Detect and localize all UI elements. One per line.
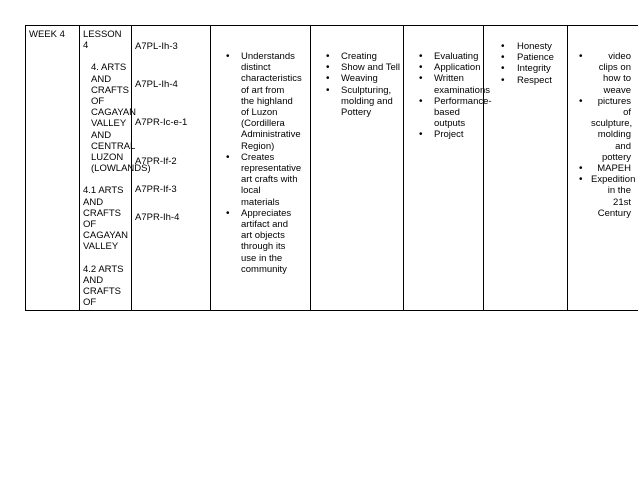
lesson-topic: 4. ARTS AND CRAFTS OF CAGAYAN VALLEY AND CENTRAL LUZON (LOWLANDS) — [91, 62, 151, 175]
list-item: • Sculpturing, molding and Pottery — [314, 85, 400, 119]
list-item: • video clips on how to weave — [571, 51, 631, 96]
lesson-topic: 4.2 ARTS AND CRAFTS OF — [83, 263, 124, 309]
list-item: • MAPEH — [571, 163, 631, 174]
list-item: • Evaluating — [407, 51, 480, 62]
list-item: • Respect — [487, 75, 564, 86]
list-item: • Show and Tell — [314, 62, 400, 73]
assessment-cell — [404, 26, 492, 311]
resources-list — [571, 51, 635, 219]
list-item: • Expedition in the 21st Century — [571, 174, 631, 219]
objectives-list — [214, 51, 307, 275]
competency-code: A7PR-Ih-4 — [135, 212, 180, 224]
list-item: • Written examinations — [407, 73, 480, 95]
list-item: • pictures of sculpture, molding and pottery — [571, 96, 631, 163]
lesson-heading: LESSON 4 — [83, 29, 122, 52]
lesson-plan-table — [25, 25, 638, 311]
competency-code: A7PL-Ih-3 — [135, 41, 178, 52]
objectives-cell — [211, 26, 311, 311]
week-cell — [26, 26, 80, 311]
assessment-list — [407, 51, 492, 141]
values-cell — [484, 26, 568, 311]
week-label: WEEK 4 — [29, 29, 65, 40]
list-item: • Performance-based outputs — [407, 96, 480, 130]
table-row — [26, 26, 638, 311]
list-item: • Creating — [314, 51, 400, 62]
competency-code: A7PR-If-2 — [135, 155, 177, 167]
list-item: • Understands distinct characteristics of art from the highland of Luzon (Cordillera Administrative Region) — [214, 51, 299, 152]
values-list — [487, 41, 564, 86]
list-item: • Creates representative art crafts with local materials — [214, 152, 299, 208]
activities-list — [314, 51, 400, 118]
lesson-cell — [80, 26, 151, 311]
lesson-topic: 4.1 ARTS AND CRAFTS OF CAGAYAN VALLEY — [83, 185, 129, 253]
competency-code: A7PR-If-3 — [135, 183, 177, 195]
list-item: • Project — [407, 129, 480, 140]
resources-cell — [568, 26, 638, 311]
list-item: • Patience — [487, 52, 564, 63]
list-item: • Weaving — [314, 73, 400, 84]
activities-cell — [311, 26, 404, 311]
competency-code: A7PL-Ih-4 — [135, 79, 178, 91]
list-item: • Application — [407, 62, 480, 73]
list-item: • Honesty — [487, 41, 564, 52]
list-item: • Appreciates artifact and art objects through its use in the community — [214, 208, 299, 275]
list-item: • Integrity — [487, 63, 564, 74]
competency-code: A7PR-Ic-e-1 — [135, 117, 188, 129]
